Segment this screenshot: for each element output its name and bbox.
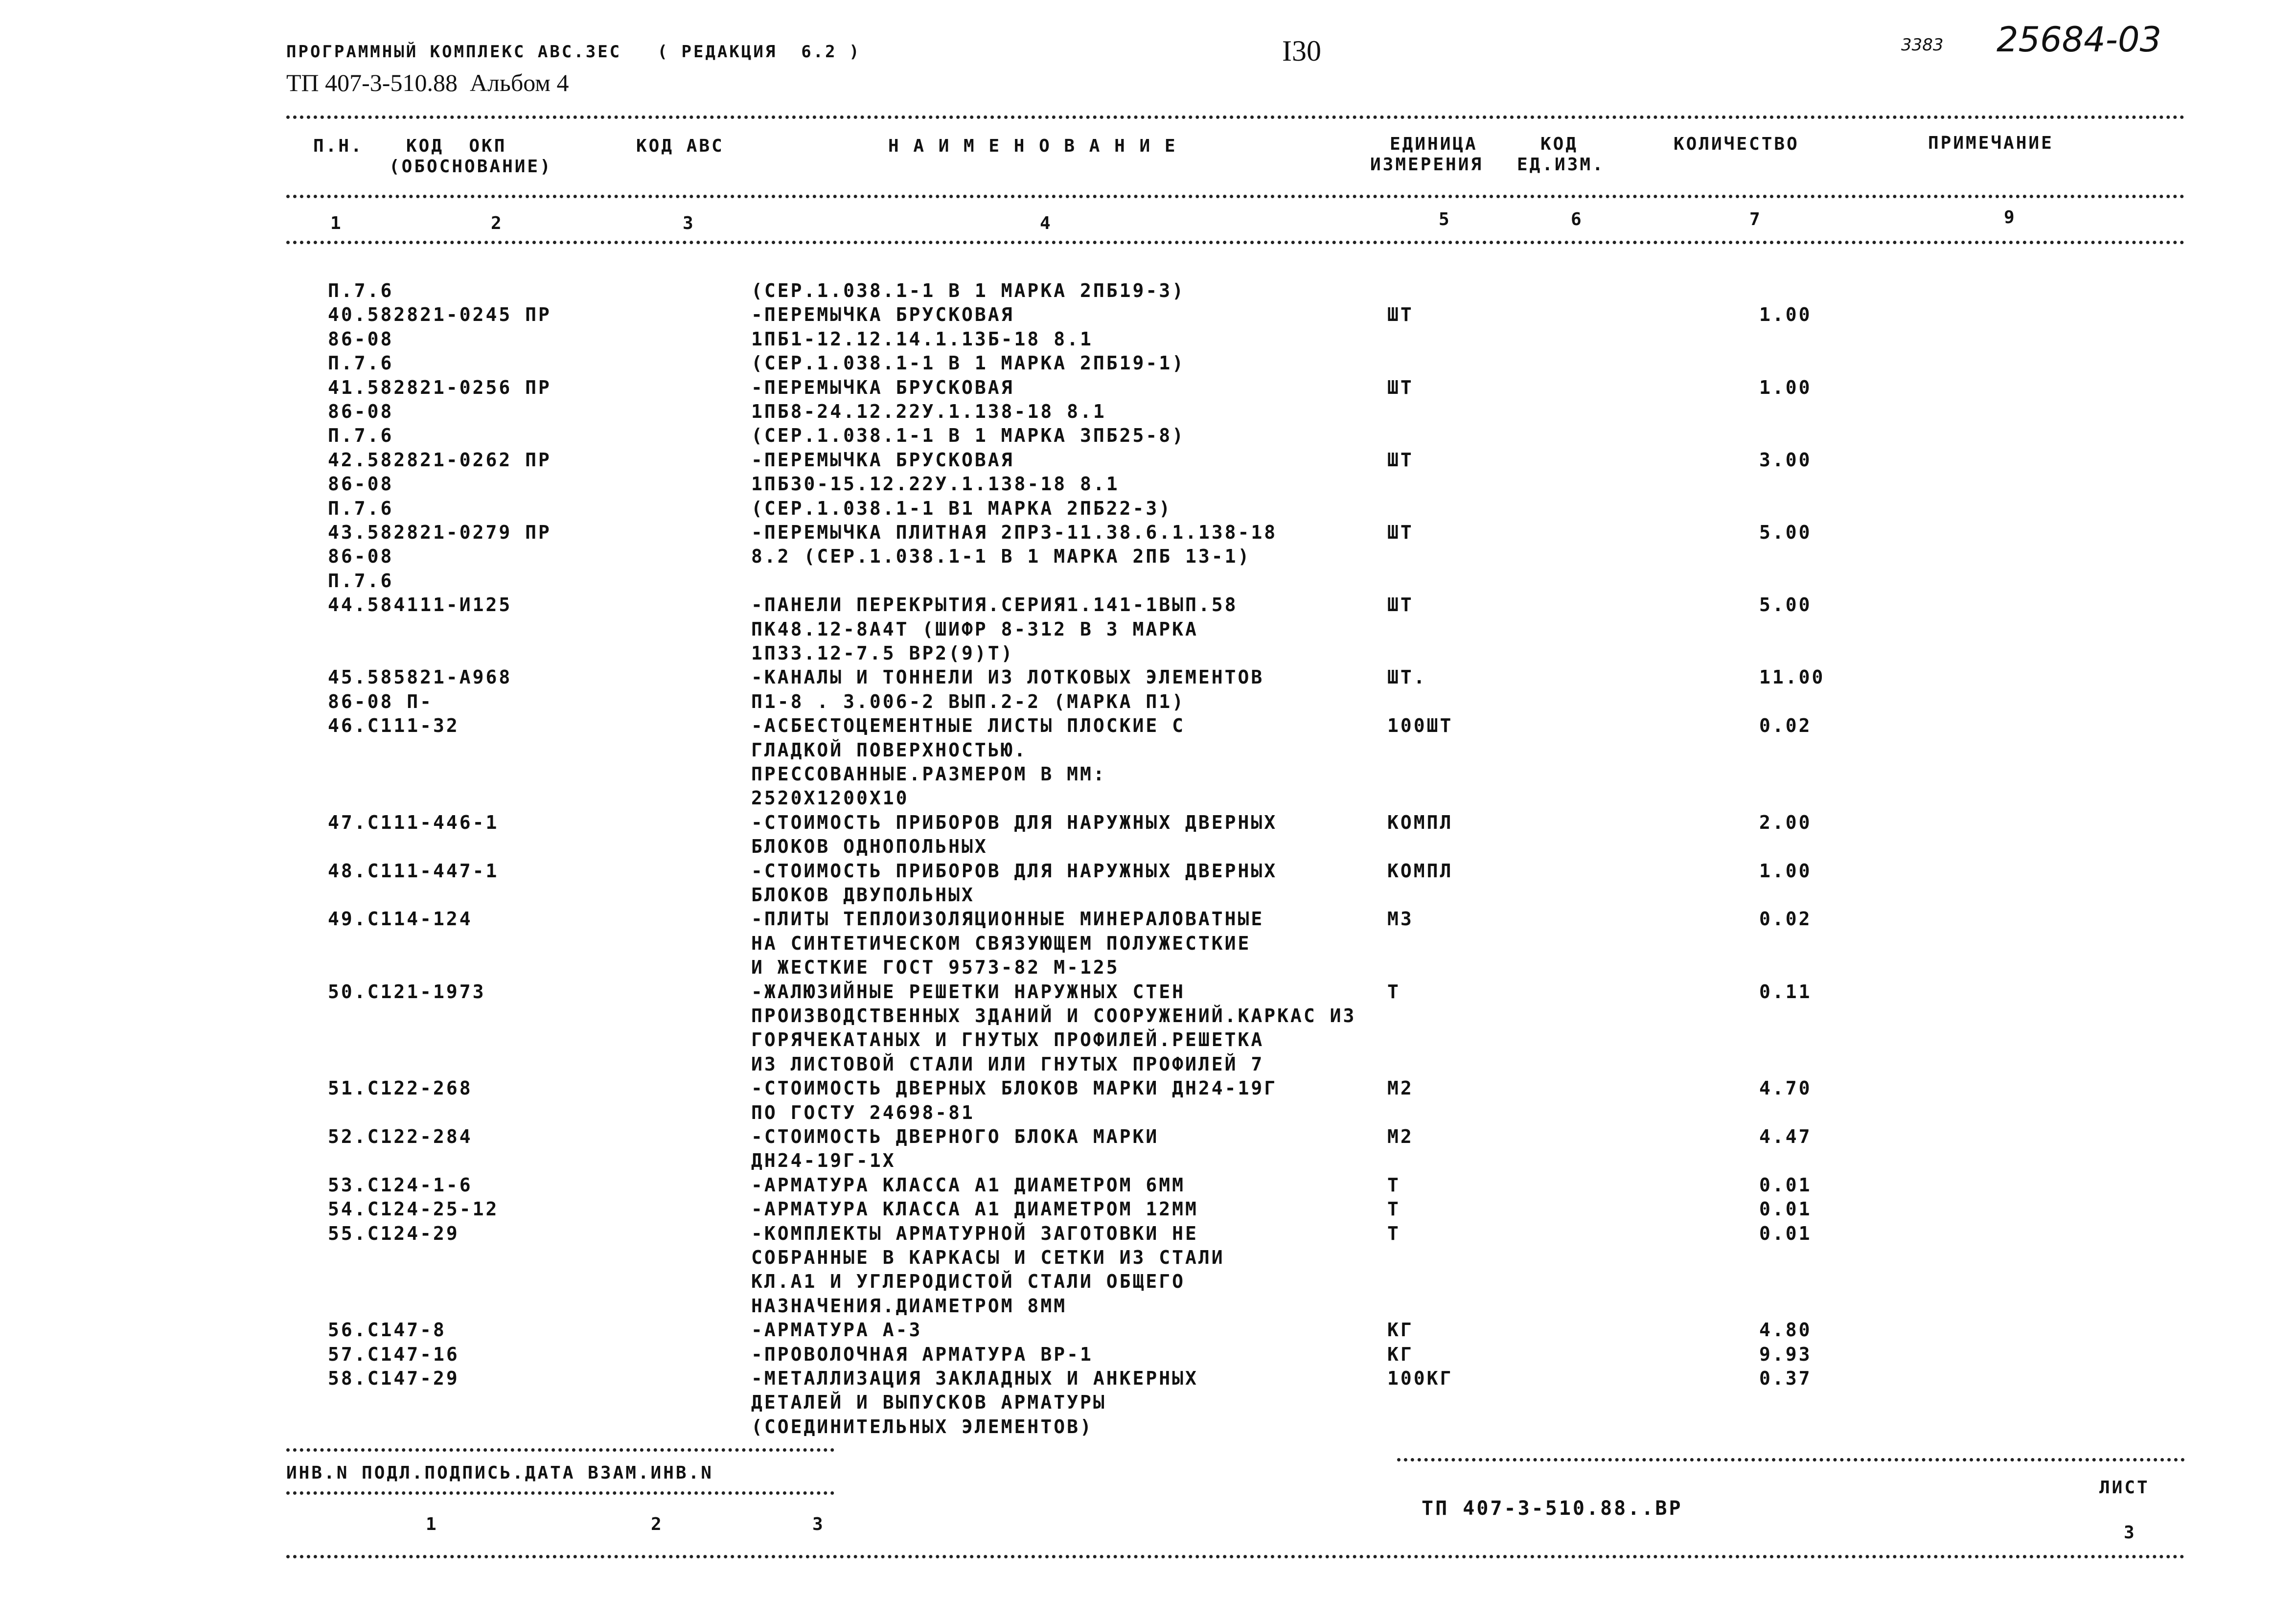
row-name: ДН24-19Г-1Х	[751, 1150, 896, 1171]
row-name: ПК48.12-8А4Т (ШИФР 8-312 В 3 МАРКА	[751, 618, 1198, 640]
row-quantity: 4.80	[1759, 1319, 1812, 1341]
row-name: -СТОИМОСТЬ ДВЕРНЫХ БЛОКОВ МАРКИ ДН24-19Г	[751, 1077, 1278, 1099]
row-name: ПРОИЗВОДСТВЕННЫХ ЗДАНИЙ И СООРУЖЕНИЙ.КАРКАС ИЗ	[751, 1005, 1356, 1027]
row-code: П.7.6	[328, 280, 394, 301]
row-name: 1ПБ8-24.12.22У.1.138-18 8.1	[751, 401, 1106, 422]
row-code: П.7.6	[328, 352, 394, 374]
row-code: П.7.6	[328, 425, 394, 446]
row-unit: ШТ	[1387, 304, 1414, 325]
row-name: -ПЕРЕМЫЧКА ПЛИТНАЯ 2ПР3-11.38.6.1.138-18	[751, 522, 1278, 543]
row-code: 47.С111-446-1	[328, 812, 499, 833]
stamp-mid-rule	[286, 1491, 834, 1495]
row-code: 86-08	[328, 328, 394, 350]
row-name: (СЕР.1.038.1-1 В 1 МАРКА 2ПБ19-1)	[751, 352, 1185, 374]
row-code: 52.С122-284	[328, 1126, 473, 1147]
row-code: 55.С124-29	[328, 1223, 459, 1244]
table-top-rule	[286, 115, 2185, 119]
row-quantity: 2.00	[1759, 812, 1812, 833]
col-header-note: ПРИМЕЧАНИЕ	[1928, 133, 2054, 153]
row-name: 2520Х1200Х10	[751, 787, 909, 809]
row-code: П.7.6	[328, 498, 394, 519]
col-num-3: 3	[683, 213, 695, 233]
row-name: -АРМАТУРА КЛАССА А1 ДИАМЕТРОМ 6ММ	[751, 1174, 1185, 1196]
row-code: 44.584111-И125	[328, 594, 512, 616]
stamp-header: ИНВ.N ПОДЛ.ПОДПИСЬ.ДАТА ВЗАМ.ИНВ.N	[286, 1463, 713, 1483]
row-code: 57.С147-16	[328, 1344, 459, 1365]
row-name: ИЗ ЛИСТОВОЙ СТАЛИ ИЛИ ГНУТЫХ ПРОФИЛЕЙ 7	[751, 1053, 1264, 1075]
row-name: И ЖЕСТКИЕ ГОСТ 9573-82 М-125	[751, 957, 1120, 978]
col-num-6: 6	[1571, 209, 1584, 229]
col-num-5: 5	[1439, 209, 1451, 229]
row-quantity: 0.01	[1759, 1223, 1812, 1244]
row-code: 40.582821-0245 ПР	[328, 304, 551, 325]
row-name: -СТОИМОСТЬ ПРИБОРОВ ДЛЯ НАРУЖНЫХ ДВЕРНЫХ	[751, 812, 1278, 833]
row-unit: КГ	[1387, 1319, 1414, 1341]
row-quantity: 0.01	[1759, 1198, 1812, 1220]
row-unit: КГ	[1387, 1344, 1414, 1365]
row-name: -СТОИМОСТЬ ПРИБОРОВ ДЛЯ НАРУЖНЫХ ДВЕРНЫХ	[751, 860, 1278, 882]
row-name: П1-8 . 3.006-2 ВЫП.2-2 (МАРКА П1)	[751, 691, 1185, 712]
row-code: 86-08	[328, 473, 394, 495]
row-code: 50.С121-1973	[328, 981, 486, 1003]
row-unit: ШТ	[1387, 449, 1414, 471]
col-num-2: 2	[491, 213, 504, 233]
header-bottom-rule	[286, 241, 2185, 244]
row-quantity: 11.00	[1759, 666, 1825, 688]
row-code: 56.С147-8	[328, 1319, 446, 1341]
row-name: 8.2 (СЕР.1.038.1-1 В 1 МАРКА 2ПБ 13-1)	[751, 546, 1251, 567]
program-header: ПРОГРАММНЫЙ КОМПЛЕКС АВС.3ЕС ( РЕДАКЦИЯ 6.2 )	[286, 42, 861, 62]
row-name: -ПЕРЕМЫЧКА БРУСКОВАЯ	[751, 304, 1014, 325]
row-unit: М2	[1387, 1126, 1414, 1147]
row-quantity: 0.01	[1759, 1174, 1812, 1196]
archive-number: 3383	[1901, 35, 1944, 55]
col-num-1: 1	[330, 213, 343, 233]
row-name: ГОРЯЧЕКАТАНЫХ И ГНУТЫХ ПРОФИЛЕЙ.РЕШЕТКА	[751, 1029, 1264, 1050]
col-num-7: 7	[1749, 209, 1762, 229]
row-code: 86-08 П-	[328, 691, 434, 712]
col-header-name: Н А И М Е Н О В А Н И Е	[888, 136, 1177, 156]
row-quantity: 5.00	[1759, 522, 1812, 543]
row-name: БЛОКОВ ДВУПОЛЬНЫХ	[751, 884, 975, 906]
row-name: -АРМАТУРА КЛАССА А1 ДИАМЕТРОМ 12ММ	[751, 1198, 1198, 1220]
row-name: -МЕТАЛЛИЗАЦИЯ ЗАКЛАДНЫХ И АНКЕРНЫХ	[751, 1368, 1198, 1389]
stamp-top-rule	[286, 1448, 834, 1452]
row-code: 46.С111-32	[328, 715, 459, 736]
row-name: 1ПБ1-12.12.14.1.13Б-18 8.1	[751, 328, 1093, 350]
title-block-top-rule	[1397, 1458, 2185, 1461]
row-name: -ПЛИТЫ ТЕПЛОИЗОЛЯЦИОННЫЕ МИНЕРАЛОВАТНЫЕ	[751, 908, 1264, 930]
col-header-code: КОД	[1540, 134, 1579, 154]
row-quantity: 0.02	[1759, 908, 1812, 930]
row-code: 42.582821-0262 ПР	[328, 449, 551, 471]
row-unit: 100ШТ	[1387, 715, 1453, 736]
row-name: ПРЕССОВАННЫЕ.РАЗМЕРОМ В ММ:	[751, 763, 1106, 785]
row-quantity: 1.00	[1759, 860, 1812, 882]
row-unit: КОМПЛ	[1387, 812, 1453, 833]
doc-code: ТП 407-3-510.88..ВР	[1422, 1497, 1683, 1520]
row-quantity: 0.02	[1759, 715, 1812, 736]
header-mid-rule	[286, 195, 2185, 198]
row-quantity: 5.00	[1759, 594, 1812, 616]
row-unit: КОМПЛ	[1387, 860, 1453, 882]
row-name: -КОМПЛЕКТЫ АРМАТУРНОЙ ЗАГОТОВКИ НЕ	[751, 1223, 1198, 1244]
row-name: -ПАНЕЛИ ПЕРЕКРЫТИЯ.СЕРИЯ1.141-1ВЫП.58	[751, 594, 1238, 616]
row-name: КЛ.А1 И УГЛЕРОДИСТОЙ СТАЛИ ОБЩЕГО	[751, 1271, 1185, 1292]
row-unit: 100КГ	[1387, 1368, 1453, 1389]
row-unit: Т	[1387, 981, 1401, 1003]
row-code: 54.С124-25-12	[328, 1198, 499, 1220]
row-unit: Т	[1387, 1174, 1401, 1196]
row-code: 49.С114-124	[328, 908, 473, 930]
row-code: 86-08	[328, 546, 394, 567]
row-name: (СЕР.1.038.1-1 В 1 МАРКА 3ПБ25-8)	[751, 425, 1185, 446]
row-unit: М2	[1387, 1077, 1414, 1099]
row-name: -ЖАЛЮЗИЙНЫЕ РЕШЕТКИ НАРУЖНЫХ СТЕН	[751, 981, 1185, 1003]
col-header-qty: КОЛИЧЕСТВО	[1674, 134, 1799, 154]
row-name: СОБРАННЫЕ В КАРКАСЫ И СЕТКИ ИЗ СТАЛИ	[751, 1247, 1225, 1268]
row-name: 1ПБ30-15.12.22У.1.138-18 8.1	[751, 473, 1120, 495]
row-code: П.7.6	[328, 570, 394, 592]
row-name: (СЕР.1.038.1-1 В 1 МАРКА 2ПБ19-3)	[751, 280, 1185, 301]
sheet-number: 3	[2124, 1523, 2136, 1543]
row-unit: Т	[1387, 1223, 1401, 1244]
page-bottom-rule	[286, 1555, 2185, 1558]
row-name: ДЕТАЛЕЙ И ВЫПУСКОВ АРМАТУРЫ	[751, 1392, 1106, 1413]
row-name: -ПРОВОЛОЧНАЯ АРМАТУРА ВР-1	[751, 1344, 1093, 1365]
col-header-okp: КОД ОКП	[406, 136, 507, 156]
row-name: НАЗНАЧЕНИЯ.ДИАМЕТРОМ 8ММ	[751, 1295, 1067, 1317]
row-name: БЛОКОВ ОДНОПОЛЬНЫХ	[751, 836, 988, 857]
col-header-unit-sub: ИЗМЕРЕНИЯ	[1370, 155, 1484, 175]
col-header-unit: ЕДИНИЦА	[1390, 134, 1478, 154]
col-header-code-sub: ЕД.ИЗМ.	[1517, 155, 1605, 175]
row-quantity: 0.11	[1759, 981, 1812, 1003]
row-name: -КАНАЛЫ И ТОННЕЛИ ИЗ ЛОТКОВЫХ ЭЛЕМЕНТОВ	[751, 666, 1264, 688]
row-name: 1П33.12-7.5 ВР2(9)Т)	[751, 642, 1014, 664]
row-unit: ШТ.	[1387, 666, 1427, 688]
row-unit: ШТ	[1387, 522, 1414, 543]
row-name: ПО ГОСТУ 24698-81	[751, 1102, 975, 1123]
row-code: 43.582821-0279 ПР	[328, 522, 551, 543]
col-num-4: 4	[1040, 213, 1053, 233]
row-unit: Т	[1387, 1198, 1401, 1220]
row-name: -ПЕРЕМЫЧКА БРУСКОВАЯ	[751, 449, 1014, 471]
row-name: НА СИНТЕТИЧЕСКОМ СВЯЗУЮЩЕМ ПОЛУЖЕСТКИЕ	[751, 933, 1251, 954]
row-quantity: 4.70	[1759, 1077, 1812, 1099]
row-code: 41.582821-0256 ПР	[328, 377, 551, 398]
row-quantity: 1.00	[1759, 377, 1812, 398]
row-name: (СЕР.1.038.1-1 В1 МАРКА 2ПБ22-3)	[751, 498, 1172, 519]
stamp-num-2: 2	[651, 1514, 664, 1534]
row-unit: ШТ	[1387, 594, 1414, 616]
row-name: -АРМАТУРА А-3	[751, 1319, 922, 1341]
handwritten-number: 25684-03	[1997, 20, 2162, 60]
row-code: 51.С122-268	[328, 1077, 473, 1099]
row-name: (СОЕДИНИТЕЛЬНЫХ ЭЛЕМЕНТОВ)	[751, 1416, 1093, 1437]
row-name: -ПЕРЕМЫЧКА БРУСКОВАЯ	[751, 377, 1014, 398]
row-code: 48.С111-447-1	[328, 860, 499, 882]
row-quantity: 9.93	[1759, 1344, 1812, 1365]
row-name: -АСБЕСТОЦЕМЕНТНЫЕ ЛИСТЫ ПЛОСКИЕ С	[751, 715, 1185, 736]
row-code: 86-08	[328, 401, 394, 422]
col-header-pn: П.Н.	[313, 136, 364, 156]
page-number: I30	[1282, 35, 1321, 67]
album-title: ТП 407-3-510.88 Альбом 4	[286, 69, 569, 96]
row-unit: ШТ	[1387, 377, 1414, 398]
row-code: 53.С124-1-6	[328, 1174, 473, 1196]
row-name: -СТОИМОСТЬ ДВЕРНОГО БЛОКА МАРКИ	[751, 1126, 1159, 1147]
row-code: 45.585821-А968	[328, 666, 512, 688]
row-name: ГЛАДКОЙ ПОВЕРХНОСТЬЮ.	[751, 739, 1028, 761]
row-quantity: 4.47	[1759, 1126, 1812, 1147]
row-quantity: 3.00	[1759, 449, 1812, 471]
sheet-label: ЛИСТ	[2099, 1478, 2150, 1498]
col-num-9: 9	[2004, 207, 2017, 228]
stamp-num-1: 1	[426, 1514, 438, 1534]
col-header-okp-sub: (ОБОСНОВАНИЕ)	[389, 157, 552, 177]
stamp-num-3: 3	[812, 1514, 825, 1534]
row-code: 58.С147-29	[328, 1368, 459, 1389]
row-quantity: 0.37	[1759, 1368, 1812, 1389]
col-header-abc: КОД АВС	[636, 136, 724, 156]
row-quantity: 1.00	[1759, 304, 1812, 325]
row-unit: М3	[1387, 908, 1414, 930]
